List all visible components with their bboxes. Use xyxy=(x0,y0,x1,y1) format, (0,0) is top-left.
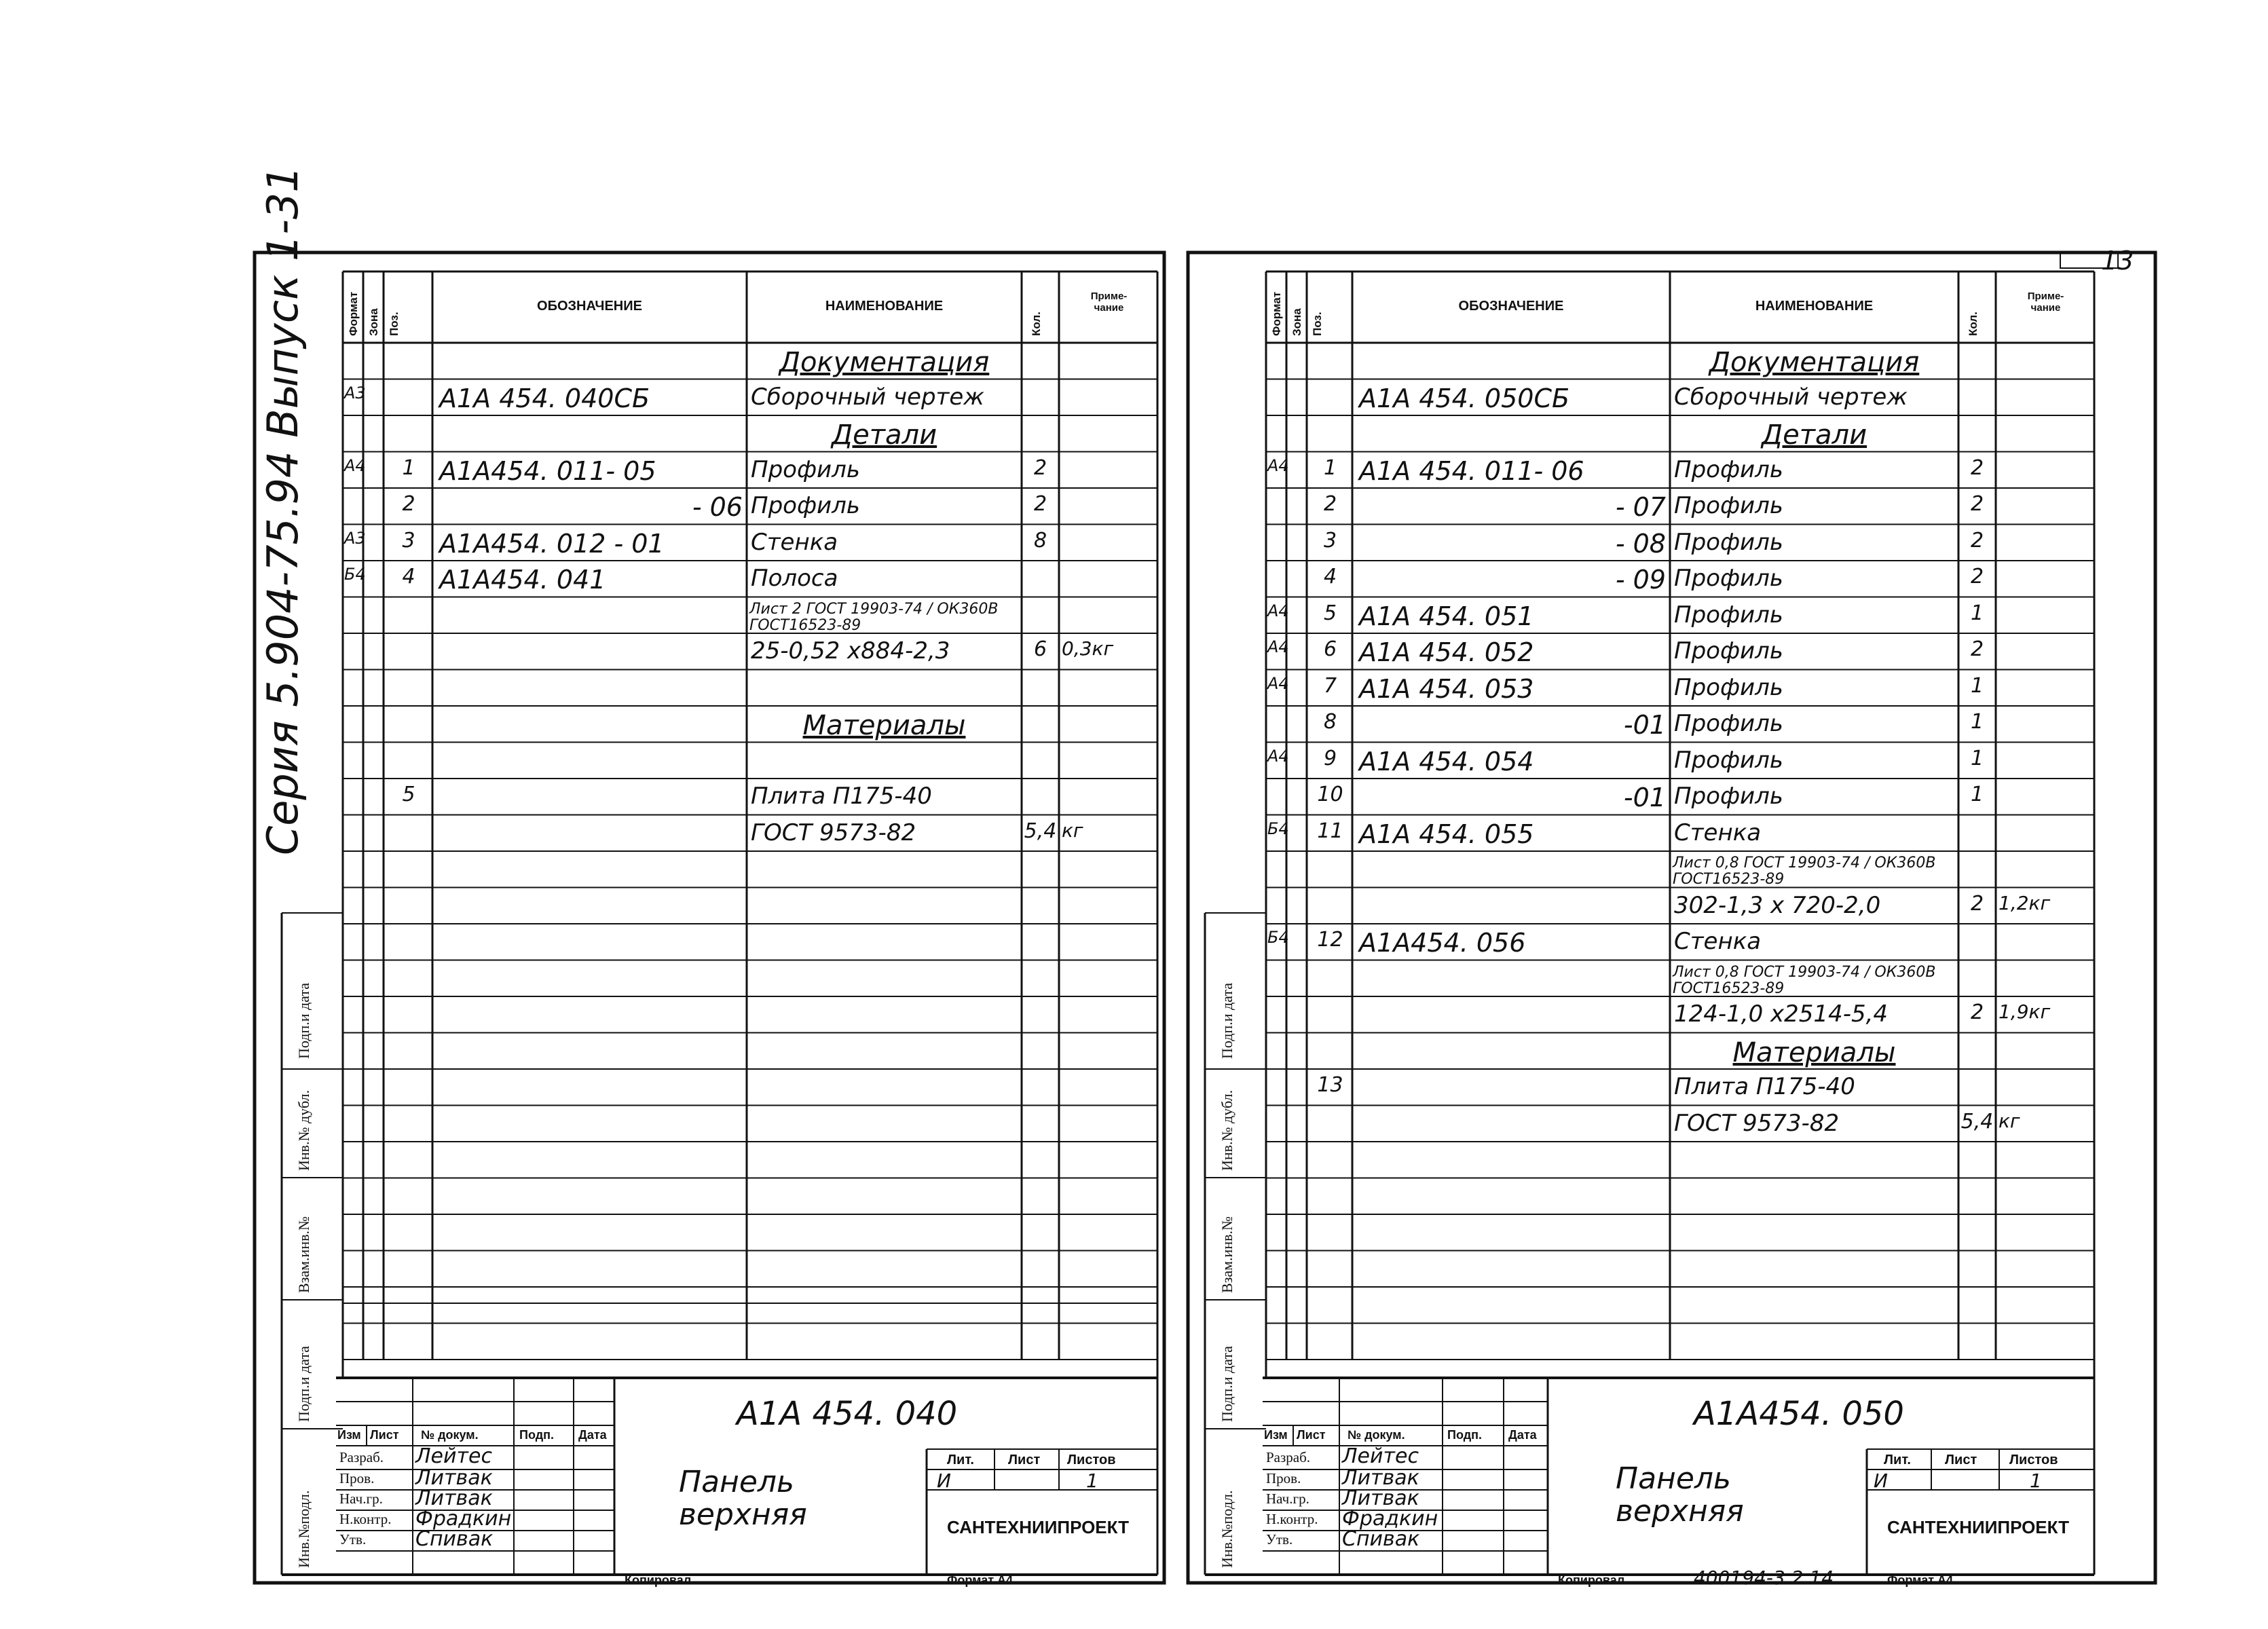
tb-organization: САНТЕХНИИПРОЕКТ xyxy=(1887,1517,2070,1537)
tb-izm-label: Изм xyxy=(1264,1428,1288,1442)
side-label-sign-date-top: Подп.и дата xyxy=(295,982,312,1059)
spec-cell-qty: 2 xyxy=(1033,455,1047,480)
spec-cell-pos: 3 xyxy=(1323,528,1337,553)
spec-cell-fmt: Б4 xyxy=(344,565,366,584)
spec-cell-name: 124-1,0 х2514-5,4 xyxy=(1674,1000,1889,1028)
spec-cell-name: 302-1,3 х 720-2,0 xyxy=(1674,891,1881,919)
tb-date-label: Дата xyxy=(1508,1428,1537,1442)
spec-cell-fmt: А4 xyxy=(1267,637,1289,656)
spec-cell-qty: 2 xyxy=(1970,455,1984,480)
spec-cell-pos: 10 xyxy=(1317,783,1343,806)
tb-role-head: Нач.гр. xyxy=(1266,1491,1309,1507)
spec-cell-pos: 4 xyxy=(402,565,415,588)
spec-cell-name: Профиль xyxy=(751,492,860,519)
spec-cell-qty: 5,4 xyxy=(1960,1109,1994,1134)
spec-cell-name: Сборочный чертеж xyxy=(1674,383,1908,411)
tb-staff-4: Фрадкин xyxy=(1342,1507,1438,1531)
spec-cell-name: Документация xyxy=(1709,347,1920,378)
spec-cell-name: Профиль xyxy=(1674,492,1783,519)
spec-cell-name: Профиль xyxy=(1674,637,1783,664)
spec-cell-pos: 9 xyxy=(1323,746,1337,770)
tb-doc-title: Панель верхняя xyxy=(1616,1461,1744,1529)
header-note: Приме-чание xyxy=(1090,291,1128,314)
tb-staff-3: Литвак xyxy=(415,1486,493,1510)
tb-staff-2: Литвак xyxy=(415,1466,493,1490)
tb-sheets-value: 1 xyxy=(2030,1469,2042,1492)
spec-cell-des: А1А454. 012 - 01 xyxy=(439,528,665,559)
spec-cell-des: - 06 xyxy=(692,492,743,522)
tb-sign-label: Подп. xyxy=(1447,1428,1482,1442)
spec-cell-name: Лист 0,8 ГОСТ 19903-74 / ОК360В ГОСТ16523-89 xyxy=(1673,855,1936,888)
spec-cell-name: Лист 2 ГОСТ 19903-74 / ОК360В ГОСТ16523-89 xyxy=(749,600,999,634)
spec-cell-qty: 2 xyxy=(1970,1000,1984,1024)
tb-date-label: Дата xyxy=(578,1428,607,1442)
spec-cell-qty: 2 xyxy=(1970,565,1984,588)
spec-cell-pos: 4 xyxy=(1323,565,1337,588)
tb-role-head: Нач.гр. xyxy=(339,1491,383,1507)
spec-cell-fmt: А3 xyxy=(344,383,366,402)
spec-cell-des: А1А 454. 011- 06 xyxy=(1359,455,1584,486)
spec-cell-des: А1А 454. 050СБ xyxy=(1359,383,1570,413)
spec-cell-name: Документация xyxy=(779,347,990,378)
tb-copied-label: Копировал xyxy=(1558,1573,1625,1587)
spec-cell-name: Плита П175-40 xyxy=(1674,1073,1855,1100)
spec-cell-des: - 09 xyxy=(1615,565,1666,595)
spec-cell-name: Полоса xyxy=(751,565,838,592)
side-label-repl-inv: Взам.инв.№ xyxy=(1219,1216,1235,1293)
spec-cell-pos: 1 xyxy=(402,455,415,480)
spec-cell-des: А1А 454. 053 xyxy=(1359,673,1534,704)
spec-cell-name: Стенка xyxy=(1674,928,1762,955)
spec-cell-qty: 1 xyxy=(1970,783,1984,806)
spec-cell-name: Детали xyxy=(1761,419,1867,451)
header-name: НАИМЕНОВАНИЕ xyxy=(1755,299,1874,314)
tb-doc-code: А1А 454. 040 xyxy=(737,1395,958,1433)
spec-cell-name: ГОСТ 9573-82 xyxy=(1674,1109,1840,1137)
spec-cell-fmt: А3 xyxy=(344,528,366,548)
spec-cell-name: Профиль xyxy=(1674,746,1783,774)
spec-cell-des: А1А 454. 054 xyxy=(1359,746,1534,776)
spec-cell-pos: 6 xyxy=(1323,637,1337,661)
spec-cell-pos: 1 xyxy=(1323,455,1337,480)
spec-cell-des: А1А454. 056 xyxy=(1359,928,1526,958)
spec-cell-note: 1,9кг xyxy=(1999,1000,2051,1023)
spec-cell-name: Детали xyxy=(831,419,937,451)
spec-cell-des: А1А 454. 055 xyxy=(1359,819,1534,849)
spec-cell-fmt: А4 xyxy=(344,455,366,475)
tb-staff-3: Литвак xyxy=(1342,1486,1419,1510)
spec-cell-name: Профиль xyxy=(1674,601,1783,629)
spec-cell-note: 1,2кг xyxy=(1999,891,2051,914)
spec-cell-qty: 8 xyxy=(1033,528,1047,553)
spec-cell-des: А1А454. 041 xyxy=(439,565,606,595)
tb-izm-label: Изм xyxy=(337,1428,361,1442)
spec-cell-name: Стенка xyxy=(1674,819,1762,846)
spec-cell-name: Профиль xyxy=(1674,565,1783,592)
spec-cell-pos: 13 xyxy=(1317,1073,1343,1097)
spec-cell-name: Стенка xyxy=(751,528,838,556)
tb-format-label: Формат А4 xyxy=(1887,1573,1954,1587)
tb-sheets-value: 1 xyxy=(1086,1469,1098,1492)
tb-lit-label: Лит. xyxy=(1884,1453,1911,1467)
tb-staff-1: Лейтес xyxy=(1342,1444,1419,1468)
tb-archive-number: 400194-3.2 14 xyxy=(1694,1567,1834,1589)
header-designation: ОБОЗНАЧЕНИЕ xyxy=(537,299,642,314)
spec-cell-fmt: Б4 xyxy=(1267,819,1289,838)
tb-lit-label: Лит. xyxy=(947,1453,974,1467)
tb-staff-4: Фрадкин xyxy=(415,1507,512,1531)
side-label-sign-date-bottom: Подп.и дата xyxy=(1219,1345,1235,1422)
spec-cell-pos: 8 xyxy=(1323,710,1337,734)
header-zone: Зона xyxy=(367,308,380,336)
spec-cell-qty: 1 xyxy=(1970,673,1984,698)
spec-cell-qty: 2 xyxy=(1970,637,1984,661)
spec-cell-name: Материалы xyxy=(802,710,966,741)
spec-cell-note: 0,3кг xyxy=(1062,637,1114,660)
spec-cell-note: кг xyxy=(1062,819,1083,842)
header-format: Формат xyxy=(347,291,360,336)
tb-sheet-label: Лист xyxy=(1945,1453,1977,1467)
tb-list-label: Лист xyxy=(370,1428,399,1442)
series-stamp: Серия 5.904-75.94 Выпуск 1-31 xyxy=(258,166,308,855)
header-name: НАИМЕНОВАНИЕ xyxy=(825,299,944,314)
tb-sheet-label: Лист xyxy=(1008,1453,1041,1467)
spec-cell-pos: 5 xyxy=(1323,601,1337,625)
spec-cell-qty: 2 xyxy=(1033,492,1047,516)
spec-cell-des: А1А454. 011- 05 xyxy=(439,455,656,486)
left-spec-grid xyxy=(343,272,1157,1360)
spec-cell-name: Плита П175-40 xyxy=(751,783,932,810)
spec-cell-name: Материалы xyxy=(1732,1036,1896,1068)
spec-cell-fmt: А4 xyxy=(1267,673,1289,693)
tb-staff-2: Литвак xyxy=(1342,1466,1419,1490)
tb-sheets-label: Листов xyxy=(1067,1453,1116,1467)
spec-cell-pos: 11 xyxy=(1317,819,1343,843)
side-label-orig-inv: Инв.№подл. xyxy=(1219,1490,1235,1568)
spec-cell-name: Профиль xyxy=(1674,783,1783,810)
tb-lit-value: И xyxy=(1874,1469,1888,1492)
spec-cell-pos: 2 xyxy=(1323,492,1337,516)
page-number: 13 xyxy=(2101,246,2134,276)
spec-cell-des: А1А 454. 051 xyxy=(1359,601,1534,631)
tb-lit-value: И xyxy=(937,1469,951,1492)
tb-sign-label: Подп. xyxy=(519,1428,554,1442)
side-label-repl-inv: Взам.инв.№ xyxy=(295,1216,312,1293)
header-zone: Зона xyxy=(1290,308,1303,336)
header-note: Приме-чание xyxy=(2027,291,2064,314)
spec-cell-qty: 1 xyxy=(1970,601,1984,625)
tb-role-approve: Утв. xyxy=(339,1531,367,1548)
spec-cell-des: А1А 454. 040СБ xyxy=(439,383,650,413)
side-label-sign-date-bottom: Подп.и дата xyxy=(295,1345,312,1422)
tb-docno-label: № докум. xyxy=(421,1428,479,1442)
spec-cell-name: Профиль xyxy=(751,455,860,483)
spec-cell-pos: 2 xyxy=(402,492,415,516)
spec-cell-pos: 12 xyxy=(1317,928,1343,952)
spec-cell-des: А1А 454. 052 xyxy=(1359,637,1534,667)
header-qty: Кол. xyxy=(1030,312,1043,336)
spec-cell-name: Лист 0,8 ГОСТ 19903-74 / ОК360В ГОСТ16523-89 xyxy=(1673,963,1936,997)
spec-cell-name: Профиль xyxy=(1674,455,1783,483)
tb-doc-title: Панель верхняя xyxy=(679,1465,807,1532)
tb-copied-label: Копировал xyxy=(625,1573,692,1587)
tb-list-label: Лист xyxy=(1297,1428,1326,1442)
spec-cell-des: - 08 xyxy=(1615,528,1666,559)
side-label-orig-inv: Инв.№подл. xyxy=(295,1490,312,1568)
tb-role-dev: Разраб. xyxy=(339,1449,384,1465)
spec-cell-name: Сборочный чертеж xyxy=(751,383,984,411)
spec-cell-name: 25-0,52 х884-2,3 xyxy=(751,637,950,664)
tb-role-approve: Утв. xyxy=(1266,1531,1293,1548)
spec-cell-des: -01 xyxy=(1623,783,1666,812)
tb-doc-code: А1А454. 050 xyxy=(1694,1395,1904,1433)
header-format: Формат xyxy=(1270,291,1283,336)
header-pos: Поз. xyxy=(1311,312,1324,336)
spec-cell-qty: 6 xyxy=(1033,637,1047,661)
tb-organization: САНТЕХНИИПРОЕКТ xyxy=(947,1517,1130,1537)
tb-role-normcontrol: Н.контр. xyxy=(1266,1511,1318,1527)
spec-cell-des: - 07 xyxy=(1615,492,1666,522)
header-pos: Поз. xyxy=(388,312,401,336)
spec-cell-pos: 7 xyxy=(1323,673,1337,698)
tb-sheets-label: Листов xyxy=(2009,1453,2058,1467)
spec-cell-qty: 2 xyxy=(1970,528,1984,553)
tb-format-label: Формат А4 xyxy=(947,1573,1014,1587)
tb-staff-5: Спивак xyxy=(415,1527,494,1551)
tb-staff-1: Лейтес xyxy=(415,1444,492,1468)
spec-cell-qty: 2 xyxy=(1970,891,1984,916)
tb-role-check: Пров. xyxy=(1266,1470,1301,1486)
spec-cell-des: -01 xyxy=(1623,710,1666,740)
side-label-dup-inv: Инв.№ дубл. xyxy=(1219,1089,1235,1171)
tb-role-normcontrol: Н.контр. xyxy=(339,1511,392,1527)
spec-cell-fmt: А4 xyxy=(1267,601,1289,620)
side-label-dup-inv: Инв.№ дубл. xyxy=(295,1089,312,1171)
spec-cell-qty: 1 xyxy=(1970,710,1984,734)
side-label-sign-date-top: Подп.и дата xyxy=(1219,982,1235,1059)
tb-staff-5: Спивак xyxy=(1342,1527,1420,1551)
spec-cell-qty: 2 xyxy=(1970,492,1984,516)
spec-cell-pos: 5 xyxy=(402,783,415,806)
tb-role-dev: Разраб. xyxy=(1266,1449,1311,1465)
spec-cell-name: Профиль xyxy=(1674,673,1783,701)
spec-cell-pos: 3 xyxy=(402,528,415,553)
header-designation: ОБОЗНАЧЕНИЕ xyxy=(1458,299,1564,314)
spec-cell-qty: 5,4 xyxy=(1024,819,1057,843)
tb-docno-label: № докум. xyxy=(1347,1428,1405,1442)
spec-cell-fmt: Б4 xyxy=(1267,928,1289,947)
spec-cell-qty: 1 xyxy=(1970,746,1984,770)
spec-cell-note: кг xyxy=(1999,1109,2020,1132)
tb-role-check: Пров. xyxy=(339,1470,375,1486)
spec-cell-name: Профиль xyxy=(1674,710,1783,737)
spec-cell-name: ГОСТ 9573-82 xyxy=(751,819,916,846)
spec-cell-name: Профиль xyxy=(1674,528,1783,556)
spec-cell-fmt: А4 xyxy=(1267,455,1289,475)
header-qty: Кол. xyxy=(1967,312,1979,336)
spec-cell-fmt: А4 xyxy=(1267,746,1289,766)
right-sheet xyxy=(1154,0,2268,1629)
